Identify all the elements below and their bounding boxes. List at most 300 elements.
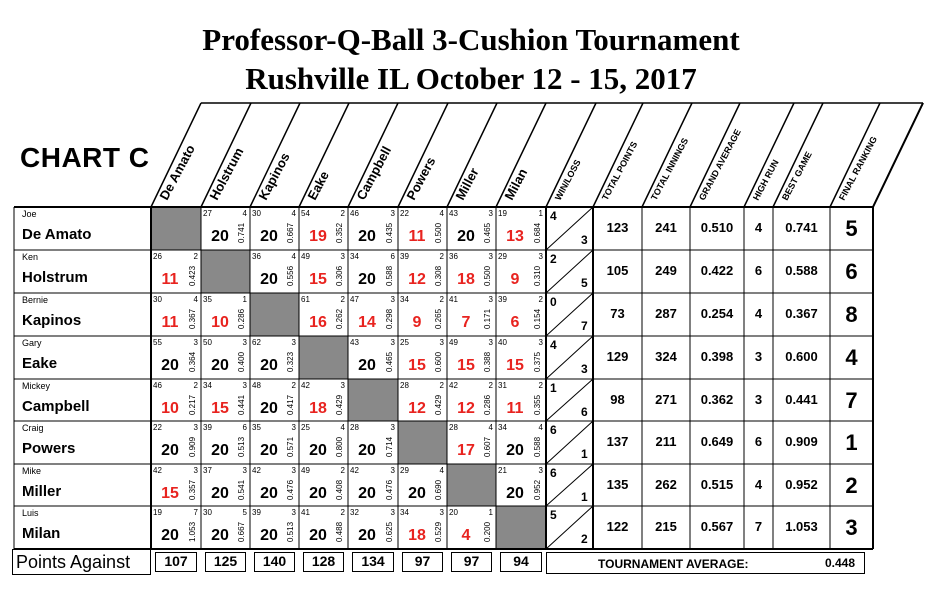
- game-total-points: 30: [252, 209, 261, 218]
- game-score: 11: [161, 271, 179, 288]
- game-average: 0.217: [188, 394, 197, 415]
- losses: 3: [581, 233, 588, 247]
- game-average: 0.513: [286, 521, 295, 542]
- game-innings: 2: [340, 295, 345, 304]
- game-innings: 3: [390, 338, 395, 347]
- game-cell: [201, 421, 250, 464]
- game-innings: 3: [439, 508, 444, 517]
- column-header-holstrum: Holstrum: [206, 144, 247, 203]
- game-average: 0.667: [286, 222, 295, 243]
- game-total-points: 35: [203, 295, 212, 304]
- game-score: 16: [309, 314, 327, 331]
- game-cell: [496, 250, 546, 293]
- stat-header-high-run: HIGH RUN: [750, 157, 781, 202]
- game-score: 15: [457, 357, 475, 374]
- total-points: 137: [606, 434, 629, 449]
- game-score: 14: [358, 314, 376, 331]
- game-average: 0.513: [237, 436, 246, 457]
- header-diagonal: [593, 103, 643, 207]
- game-cell: [299, 379, 348, 421]
- self-match-cell: [348, 379, 398, 421]
- game-average: 0.607: [483, 436, 492, 457]
- game-cell: [299, 293, 348, 336]
- game-score: 20: [358, 527, 376, 544]
- game-total-points: 35: [252, 423, 261, 432]
- wins: 6: [550, 466, 557, 480]
- game-innings: 3: [242, 338, 247, 347]
- game-score: 6: [510, 314, 520, 331]
- grand-average: 0.362: [700, 392, 734, 407]
- game-total-points: 46: [153, 381, 162, 390]
- game-cell: [250, 207, 299, 250]
- game-score: 20: [260, 442, 278, 459]
- game-innings: 3: [340, 381, 345, 390]
- game-cell: [250, 379, 299, 421]
- game-total-points: 21: [498, 466, 507, 475]
- game-total-points: 28: [449, 423, 458, 432]
- points-against-value: 128: [303, 552, 344, 572]
- game-innings: 2: [340, 508, 345, 517]
- player-first-name: Mickey: [22, 381, 51, 391]
- game-average: 0.909: [188, 436, 197, 457]
- game-cell: [398, 379, 447, 421]
- total-innings: 271: [655, 392, 677, 407]
- game-cell: [250, 506, 299, 549]
- game-innings: 3: [242, 381, 247, 390]
- game-total-points: 39: [498, 295, 507, 304]
- game-score: 15: [506, 357, 524, 374]
- stat-header-total-innings: TOTAL INNINGS: [648, 136, 691, 202]
- grand-average: 0.567: [700, 519, 734, 534]
- losses: 1: [581, 490, 588, 504]
- self-match-cell: [398, 421, 447, 464]
- game-score: 20: [457, 228, 475, 245]
- game-score: 20: [408, 485, 426, 502]
- game-innings: 3: [488, 209, 493, 218]
- game-score: 20: [506, 485, 524, 502]
- game-total-points: 34: [498, 423, 507, 432]
- player-last-name: De Amato: [22, 226, 92, 243]
- self-match-cell: [151, 207, 201, 250]
- game-score: 20: [358, 271, 376, 288]
- game-total-points: 30: [153, 295, 162, 304]
- game-average: 0.488: [335, 521, 344, 542]
- game-total-points: 42: [350, 466, 359, 475]
- game-average: 0.355: [533, 394, 542, 415]
- grand-average: 0.510: [700, 220, 734, 235]
- game-score: 7: [461, 314, 471, 331]
- tournament-average-value: 0.448: [825, 556, 856, 570]
- game-score: 20: [309, 527, 327, 544]
- game-average: 0.323: [286, 351, 295, 372]
- game-total-points: 29: [498, 252, 507, 261]
- game-score: 20: [260, 228, 278, 245]
- game-innings: 2: [439, 381, 444, 390]
- game-average: 0.465: [483, 222, 492, 243]
- game-score: 12: [408, 271, 426, 288]
- game-score: 11: [408, 228, 426, 245]
- game-cell: [299, 207, 348, 250]
- header-right-edge: [873, 103, 923, 207]
- player-last-name: Milan: [22, 525, 61, 542]
- final-ranking: 7: [845, 388, 858, 413]
- points-against-label: Points Against: [16, 552, 131, 572]
- game-cell: [398, 207, 447, 250]
- game-innings: 3: [538, 252, 543, 261]
- chart-label: CHART C: [20, 142, 150, 173]
- game-total-points: 50: [203, 338, 212, 347]
- game-average: 0.367: [188, 308, 197, 329]
- game-average: 0.714: [385, 436, 394, 457]
- self-match-cell: [250, 293, 299, 336]
- total-innings: 211: [655, 434, 677, 449]
- game-total-points: 62: [252, 338, 261, 347]
- total-points: 98: [610, 392, 625, 407]
- header-diagonal: [773, 103, 823, 207]
- game-average: 0.588: [533, 436, 542, 457]
- game-average: 0.375: [533, 351, 542, 372]
- game-total-points: 54: [301, 209, 310, 218]
- losses: 1: [581, 447, 588, 461]
- game-cell: [299, 250, 348, 293]
- game-average: 0.154: [533, 308, 542, 329]
- final-ranking: 4: [845, 345, 858, 370]
- grand-average: 0.422: [700, 263, 734, 278]
- game-score: 11: [161, 314, 179, 331]
- game-score: 11: [506, 400, 524, 417]
- game-total-points: 36: [449, 252, 458, 261]
- game-average: 0.435: [385, 222, 394, 243]
- player-first-name: Luis: [22, 508, 39, 518]
- game-innings: 4: [538, 423, 543, 432]
- game-average: 0.429: [335, 394, 344, 415]
- game-total-points: 42: [252, 466, 261, 475]
- game-average: 0.588: [385, 265, 394, 286]
- game-total-points: 30: [203, 508, 212, 517]
- player-last-name: Eake: [22, 355, 58, 372]
- total-points: 105: [606, 263, 629, 278]
- game-cell: [299, 464, 348, 506]
- game-cell: [496, 293, 546, 336]
- game-total-points: 41: [449, 295, 458, 304]
- game-total-points: 40: [498, 338, 507, 347]
- game-total-points: 61: [301, 295, 310, 304]
- game-average: 0.265: [434, 308, 443, 329]
- best-game: 0.909: [785, 434, 818, 449]
- header-diagonal: [830, 103, 880, 207]
- game-total-points: 55: [153, 338, 162, 347]
- game-cell: [447, 293, 496, 336]
- game-total-points: 25: [301, 423, 310, 432]
- wins: 0: [550, 295, 557, 309]
- game-total-points: 22: [153, 423, 162, 432]
- best-game: 0.952: [785, 477, 818, 492]
- game-innings: 6: [390, 252, 395, 261]
- game-total-points: 34: [350, 252, 359, 261]
- high-run: 6: [754, 434, 763, 449]
- grand-average: 0.398: [700, 349, 734, 364]
- best-game: 0.367: [785, 306, 818, 321]
- game-average: 0.465: [385, 351, 394, 372]
- total-points: 122: [606, 519, 629, 534]
- game-innings: 4: [291, 252, 296, 261]
- game-total-points: 28: [400, 381, 409, 390]
- high-run: 4: [754, 477, 763, 492]
- game-innings: 1: [488, 508, 493, 517]
- game-average: 0.388: [483, 351, 492, 372]
- game-total-points: 27: [203, 209, 212, 218]
- column-header-milan: Milan: [501, 166, 531, 203]
- game-innings: 2: [538, 295, 543, 304]
- game-cell: [250, 336, 299, 379]
- self-match-cell: [299, 336, 348, 379]
- losses: 2: [581, 532, 588, 546]
- game-average: 0.262: [335, 308, 344, 329]
- points-against-value: 125: [205, 552, 246, 572]
- losses: 6: [581, 405, 588, 419]
- game-total-points: 42: [153, 466, 162, 475]
- game-total-points: 25: [400, 338, 409, 347]
- game-total-points: 31: [498, 381, 507, 390]
- player-first-name: Ken: [22, 252, 39, 262]
- stat-header-best-game: BEST GAME: [779, 149, 814, 202]
- game-average: 0.298: [385, 308, 394, 329]
- game-total-points: 42: [449, 381, 458, 390]
- game-average: 0.952: [533, 479, 542, 500]
- game-innings: 3: [242, 466, 247, 475]
- game-average: 0.352: [335, 222, 344, 243]
- column-header-powers: Powers: [403, 154, 439, 203]
- game-innings: 4: [488, 423, 493, 432]
- game-cell: [447, 421, 496, 464]
- game-score: 9: [510, 271, 520, 288]
- game-innings: 3: [538, 466, 543, 475]
- game-cell: [348, 207, 398, 250]
- total-innings: 287: [655, 306, 677, 321]
- game-total-points: 49: [301, 466, 310, 475]
- game-score: 20: [260, 485, 278, 502]
- title-line-2: Rushville IL October 12 - 15, 2017: [245, 61, 697, 96]
- game-innings: 2: [488, 381, 493, 390]
- total-innings: 215: [655, 519, 677, 534]
- game-score: 20: [358, 442, 376, 459]
- game-cell: [398, 250, 447, 293]
- game-score: 20: [260, 527, 278, 544]
- header-diagonal: [546, 103, 596, 207]
- game-total-points: 49: [301, 252, 310, 261]
- game-score: 20: [358, 485, 376, 502]
- game-average: 0.556: [286, 265, 295, 286]
- game-average: 0.667: [237, 521, 246, 542]
- game-score: 15: [161, 485, 179, 502]
- wins: 4: [550, 209, 557, 223]
- game-average: 0.408: [335, 479, 344, 500]
- game-average: 0.741: [237, 222, 246, 243]
- stat-header-win-loss: WIN/LOSS: [552, 157, 583, 202]
- game-average: 0.423: [188, 265, 197, 286]
- player-first-name: Craig: [22, 423, 44, 433]
- losses: 7: [581, 319, 588, 333]
- game-total-points: 39: [252, 508, 261, 517]
- self-match-cell: [201, 250, 250, 293]
- total-innings: 249: [655, 263, 677, 278]
- game-cell: [151, 379, 201, 421]
- game-total-points: 26: [153, 252, 162, 261]
- game-score: 20: [211, 485, 229, 502]
- total-innings: 241: [655, 220, 677, 235]
- game-score: 18: [309, 400, 327, 417]
- game-score: 20: [211, 228, 229, 245]
- game-innings: 1: [242, 295, 247, 304]
- game-innings: 3: [291, 338, 296, 347]
- game-cell: [398, 464, 447, 506]
- game-cell: [447, 250, 496, 293]
- game-innings: 2: [340, 209, 345, 218]
- game-average: 0.476: [385, 479, 394, 500]
- game-cell: [250, 421, 299, 464]
- game-cell: [348, 336, 398, 379]
- game-total-points: 34: [400, 295, 409, 304]
- game-innings: 2: [193, 381, 198, 390]
- game-cell: [496, 464, 546, 506]
- game-innings: 3: [390, 209, 395, 218]
- game-score: 20: [211, 442, 229, 459]
- game-score: 15: [211, 400, 229, 417]
- game-total-points: 19: [498, 209, 507, 218]
- game-cell: [299, 421, 348, 464]
- game-total-points: 39: [203, 423, 212, 432]
- game-average: 0.500: [483, 265, 492, 286]
- game-innings: 3: [488, 295, 493, 304]
- game-average: 0.417: [286, 394, 295, 415]
- game-score: 20: [309, 485, 327, 502]
- game-average: 0.429: [434, 394, 443, 415]
- game-average: 0.571: [286, 436, 295, 457]
- game-cell: [496, 379, 546, 421]
- points-against-value: 97: [451, 552, 492, 572]
- wins: 4: [550, 338, 557, 352]
- game-innings: 2: [439, 295, 444, 304]
- total-innings: 262: [655, 477, 677, 492]
- total-points: 129: [606, 349, 629, 364]
- game-innings: 3: [291, 423, 296, 432]
- player-first-name: Gary: [22, 338, 42, 348]
- game-innings: 7: [193, 508, 198, 517]
- game-cell: [201, 506, 250, 549]
- game-average: 0.306: [335, 265, 344, 286]
- points-against-value: 94: [500, 552, 542, 572]
- header-diagonal: [642, 103, 692, 207]
- wins: 1: [550, 381, 557, 395]
- game-innings: 6: [242, 423, 247, 432]
- high-run: 6: [754, 263, 763, 278]
- self-match-cell: [447, 464, 496, 506]
- game-average: 0.400: [237, 351, 246, 372]
- game-cell: [201, 464, 250, 506]
- column-header-eake: Eake: [304, 168, 332, 203]
- game-innings: 3: [538, 338, 543, 347]
- game-average: 0.171: [483, 308, 492, 329]
- game-cell: [348, 506, 398, 549]
- final-ranking: 8: [845, 302, 858, 327]
- stat-header-total-points: TOTAL POINTS: [599, 139, 640, 202]
- high-run: 4: [754, 306, 763, 321]
- game-total-points: 43: [449, 209, 458, 218]
- game-innings: 4: [242, 209, 247, 218]
- game-total-points: 32: [350, 508, 359, 517]
- game-cell: [398, 336, 447, 379]
- game-innings: 3: [488, 252, 493, 261]
- game-score: 10: [161, 400, 179, 417]
- game-total-points: 29: [400, 466, 409, 475]
- game-innings: 5: [242, 508, 247, 517]
- game-score: 20: [211, 357, 229, 374]
- game-innings: 3: [291, 508, 296, 517]
- game-total-points: 22: [400, 209, 409, 218]
- game-average: 0.308: [434, 265, 443, 286]
- column-header-campbell: Campbell: [353, 143, 395, 203]
- game-score: 20: [260, 271, 278, 288]
- losses: 5: [581, 276, 588, 290]
- game-total-points: 47: [350, 295, 359, 304]
- game-cell: [398, 293, 447, 336]
- game-cell: [299, 506, 348, 549]
- game-cell: [201, 207, 250, 250]
- game-score: 13: [506, 228, 524, 245]
- wins: 2: [550, 252, 557, 266]
- game-average: 0.690: [434, 479, 443, 500]
- game-score: 20: [161, 527, 179, 544]
- game-cell: [151, 250, 201, 293]
- game-cell: [496, 421, 546, 464]
- game-score: 10: [211, 314, 229, 331]
- game-total-points: 37: [203, 466, 212, 475]
- game-innings: 2: [193, 252, 198, 261]
- points-against-value: 140: [254, 552, 295, 572]
- final-ranking: 6: [845, 259, 858, 284]
- game-average: 0.541: [237, 479, 246, 500]
- final-ranking: 5: [845, 216, 858, 241]
- game-cell: [447, 379, 496, 421]
- player-last-name: Miller: [22, 483, 62, 500]
- game-cell: [201, 293, 250, 336]
- game-score: 18: [408, 527, 426, 544]
- game-cell: [151, 464, 201, 506]
- game-score: 20: [260, 400, 278, 417]
- player-first-name: Joe: [22, 209, 37, 219]
- game-average: 0.476: [286, 479, 295, 500]
- game-innings: 2: [340, 466, 345, 475]
- total-innings: 324: [655, 349, 677, 364]
- game-cell: [348, 421, 398, 464]
- best-game: 0.441: [785, 392, 818, 407]
- player-last-name: Campbell: [22, 398, 90, 415]
- game-total-points: 28: [350, 423, 359, 432]
- game-total-points: 19: [153, 508, 162, 517]
- game-score: 9: [412, 314, 422, 331]
- high-run: 4: [754, 220, 763, 235]
- grand-average: 0.515: [700, 477, 734, 492]
- player-first-name: Bernie: [22, 295, 49, 305]
- game-total-points: 49: [449, 338, 458, 347]
- final-ranking: 1: [845, 430, 858, 455]
- game-score: 4: [461, 527, 471, 544]
- game-average: 0.529: [434, 521, 443, 542]
- points-against-value: 107: [155, 552, 197, 572]
- game-cell: [496, 207, 546, 250]
- game-innings: 4: [291, 209, 296, 218]
- player-last-name: Powers: [22, 440, 76, 457]
